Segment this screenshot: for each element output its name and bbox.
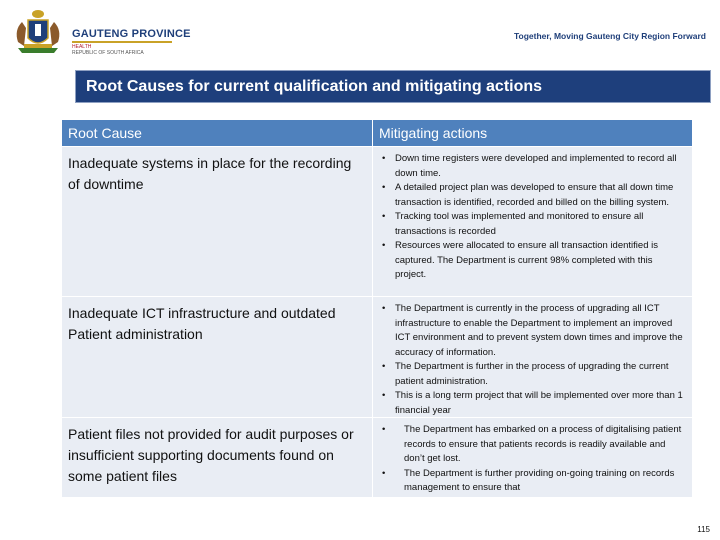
tagline: Together, Moving Gauteng City Region Forward [513,31,706,41]
action-list [379,302,686,418]
coat-of-arms-icon [8,8,68,54]
header-root-cause: Root Cause [68,125,142,141]
brand-block [72,28,191,56]
list-item: • Resources were allocated to ensure all transaction identified is captured. The Department is current 98% completed with this project. [379,239,686,283]
list-item: • This is a long term project that will be implemented over more than 1 financial year [379,389,686,418]
list-item: • The Department is currently in the process of upgrading all ICT infrastructure to enable the Department to implement an improved ICT environment and to prevent system down times and improve the accuracy of information. [379,302,686,360]
slide-title: Root Causes for current qualification and mitigating actions [86,78,543,95]
header-mitigating-actions: Mitigating actions [372,120,692,146]
list-item: • The Department is further providing on-going training on records management to ensure that [379,467,686,496]
list-item: • Down time registers were developed and implemented to record all down time. [379,152,686,181]
root-cause-cell: Inadequate ICT infrastructure and outdated Patient administration [68,305,336,342]
mitigating-actions-cell [372,147,692,296]
page-header [0,0,720,62]
mitigating-actions-cell [372,297,692,417]
root-cause-cell: Inadequate systems in place for the recording of downtime [68,155,352,192]
slide-title-bar [75,70,711,103]
table-row [62,297,692,418]
brand-title: GAUTENG PROVINCE [72,28,191,40]
action-list [379,423,686,496]
list-item: • Tracking tool was implemented and monitored to ensure all transactions is recorded [379,210,686,239]
root-cause-cell: Patient files not provided for audit purposes or insufficient supporting documents found on some patient files [68,426,354,484]
root-cause-table [62,120,692,498]
list-item: • The Department is further in the process of upgrading the current patient administration. [379,360,686,389]
table-row [62,418,692,498]
mitigating-actions-cell [372,418,692,497]
list-item: • A detailed project plan was developed to ensure that all down time transaction is identified, recorded and billed on the billing system. [379,181,686,210]
list-item: • The Department has embarked on a process of digitalising patient records to ensure that patients records is readily available and don’t get lost. [379,423,686,467]
brand-underline [72,41,172,43]
page-number: 115 [697,525,710,534]
brand-country: REPUBLIC OF SOUTH AFRICA [72,50,144,56]
action-list [379,152,686,283]
table-header-row [62,120,692,147]
brand-department: HEALTH [72,44,92,50]
table-row [62,147,692,297]
